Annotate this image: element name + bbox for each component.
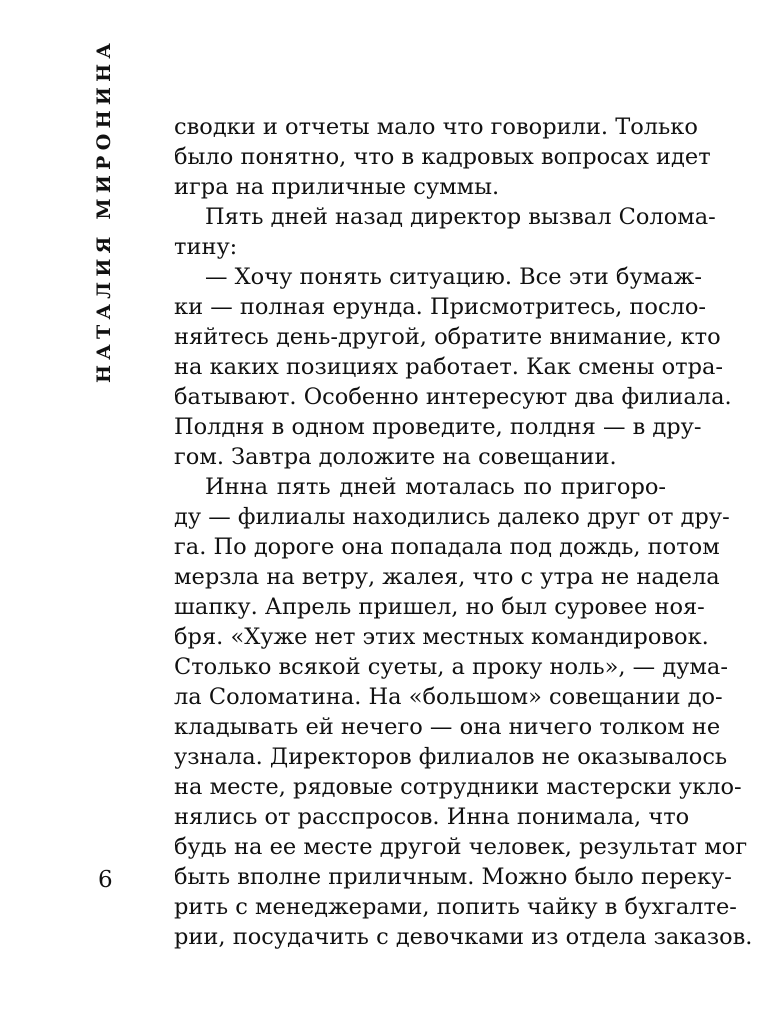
text-line: игра на приличные суммы.: [174, 174, 500, 200]
text-line: сводки и отчеты мало что говорили. Только: [174, 114, 698, 140]
text-line: рии, посудачить с девочками из отдела заказов.: [174, 924, 753, 950]
text-line: шапку. Апрель пришел, но был суровее ноя-: [174, 594, 705, 620]
text-line: ки — полная ерунда. Присмотритесь, посло-: [174, 294, 707, 320]
text-line: гом. Завтра доложите на совещании.: [174, 444, 617, 470]
text-line: нялись от расспросов. Инна понимала, что: [174, 804, 690, 830]
text-line: будь на ее месте другой человек, результат мог: [174, 834, 748, 860]
text-line: Столько всякой суеты, а проку ноль», — дума-: [174, 654, 728, 680]
text-line: ду — филиалы находились далеко друг от дру-: [174, 504, 730, 530]
text-line: бря. «Хуже нет этих местных командировок.: [174, 624, 709, 650]
running-head-author: НАТАЛИЯ МИРОНИНА: [93, 37, 115, 383]
page-number: 6: [98, 867, 113, 893]
text-line: на каких позициях работает. Как смены отра-: [174, 354, 724, 380]
text-line: тину:: [174, 234, 238, 260]
text-line: Полдня в одном проведите, полдня — в дру-: [174, 414, 702, 440]
text-line: мерзла на ветру, жалея, что с утра не надела: [174, 564, 720, 590]
text-line: рить с менеджерами, попить чайку в бухгалте-: [174, 894, 737, 920]
text-line: — Хочу понять ситуацию. Все эти бумаж-: [205, 264, 702, 290]
text-line: га. По дороге она попадала под дождь, потом: [174, 534, 720, 560]
text-line: няйтесь день-другой, обратите внимание, кто: [174, 324, 721, 350]
text-line: быть вполне приличным. Можно было переку-: [174, 864, 732, 890]
text-line: Пять дней назад директор вызвал Солома-: [205, 204, 716, 230]
text-line: узнала. Директоров филиалов не оказывалось: [174, 744, 728, 770]
text-line: было понятно, что в кадровых вопросах идет: [174, 144, 711, 170]
text-line: на месте, рядовые сотрудники мастерски укло-: [174, 774, 742, 800]
text-line: батывают. Особенно интересуют два филиала.: [174, 384, 732, 410]
text-line: кладывать ей нечего — она ничего толком не: [174, 714, 721, 740]
body-text: [174, 112, 753, 952]
text-line: ла Соломатина. На «большом» совещании до-: [174, 684, 723, 710]
text-line: Инна пять дней моталась по пригоро-: [205, 474, 666, 500]
